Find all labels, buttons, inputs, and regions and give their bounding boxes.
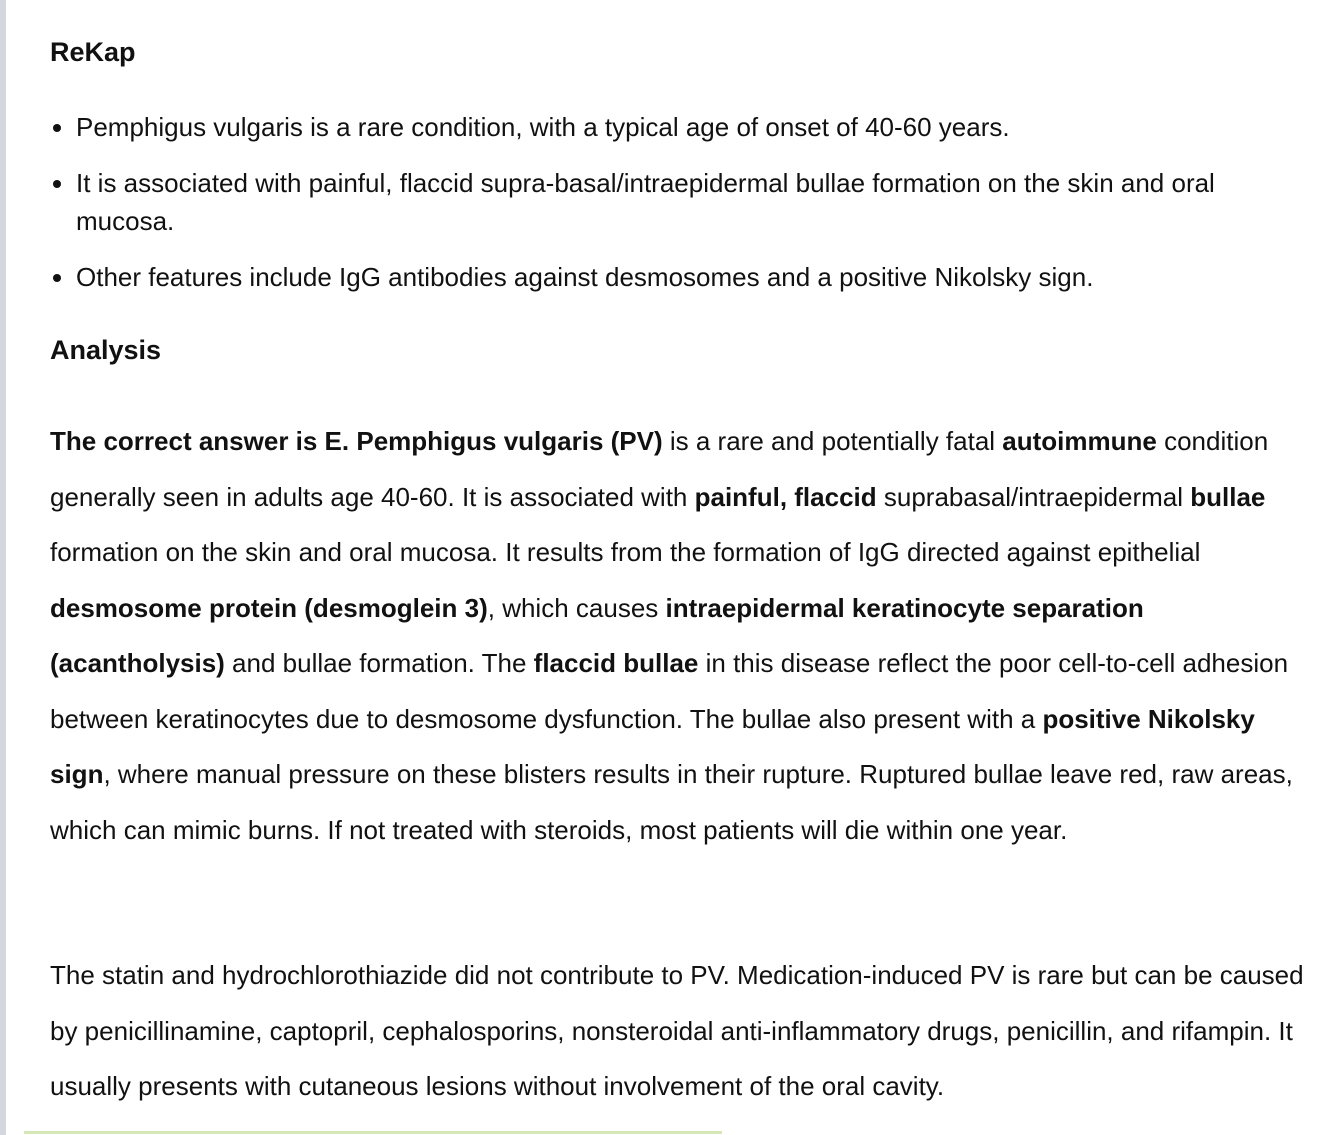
analysis-heading: Analysis [50,335,162,365]
correct-answer-text: The correct answer is E. Pemphigus vulgaris (PV) [50,426,663,456]
analysis-text: , which causes [487,592,666,623]
analysis-bold-text: autoimmune [1002,426,1157,456]
analysis-text: formation on the skin and oral mucosa. It results from the formation of IgG directed against epithelial [50,537,1201,567]
analysis-bold-text: positive Nikolsky sign [50,703,1255,789]
analysis-bold-text: painful, flaccid [694,481,877,512]
analysis-text: is a rare and potentially fatal [662,426,1003,456]
analysis-bold-text: flaccid bullae [533,648,699,678]
left-border-bar [0,0,6,1135]
rekap-list [50,108,1306,314]
analysis-text: , where manual pressure on these blisters results in their rupture. Ruptured bullae leave red, raw areas, which can mimic burns. If not treated with steroids, most patients will die within one year. [50,759,1293,845]
rekap-bullet: • Pemphigus vulgaris is a rare condition, with a typical age of onset of 40-60 years. [76,108,1306,146]
analysis-paragraph-2: The statin and hydrochlorothiazide did not contribute to PV. Medication-induced PV is rare but can be caused by penicillinamine, captopril, cephalosporins, nonsteroidal anti-inflammatory drugs, penicillin, and rifampin. It usually presents with cutaneous lesions without involvement of the oral cavity. [50,960,1304,1101]
analysis-text: suprabasal/intraepidermal [876,481,1191,512]
analysis-bold-text: intraepidermal keratinocyte separation (acantholysis) [50,592,1144,678]
rekap-bullet: • It is associated with painful, flaccid supra-basal/intraepidermal bullae formation on the skin and oral mucosa. [76,164,1306,240]
rekap-bullet: • Other features include IgG antibodies against desmosomes and a positive Nikolsky sign. [76,258,1306,296]
analysis-text: condition generally seen in adults age 40-60. It is associated with [50,426,1269,512]
bottom-divider [24,1131,722,1134]
analysis-text: in this disease reflect the poor cell-to-cell adhesion between keratinocytes due to desmosome dysfunction. The bullae also present with a [50,648,1289,734]
analysis-paragraph-1 [50,414,1305,858]
analysis-bold-text: desmosome protein (desmoglein 3) [50,592,488,623]
rekap-heading: ReKap [50,37,136,67]
analysis-bold-text: bullae [1190,481,1266,512]
analysis-text: and bullae formation. The [224,648,534,678]
